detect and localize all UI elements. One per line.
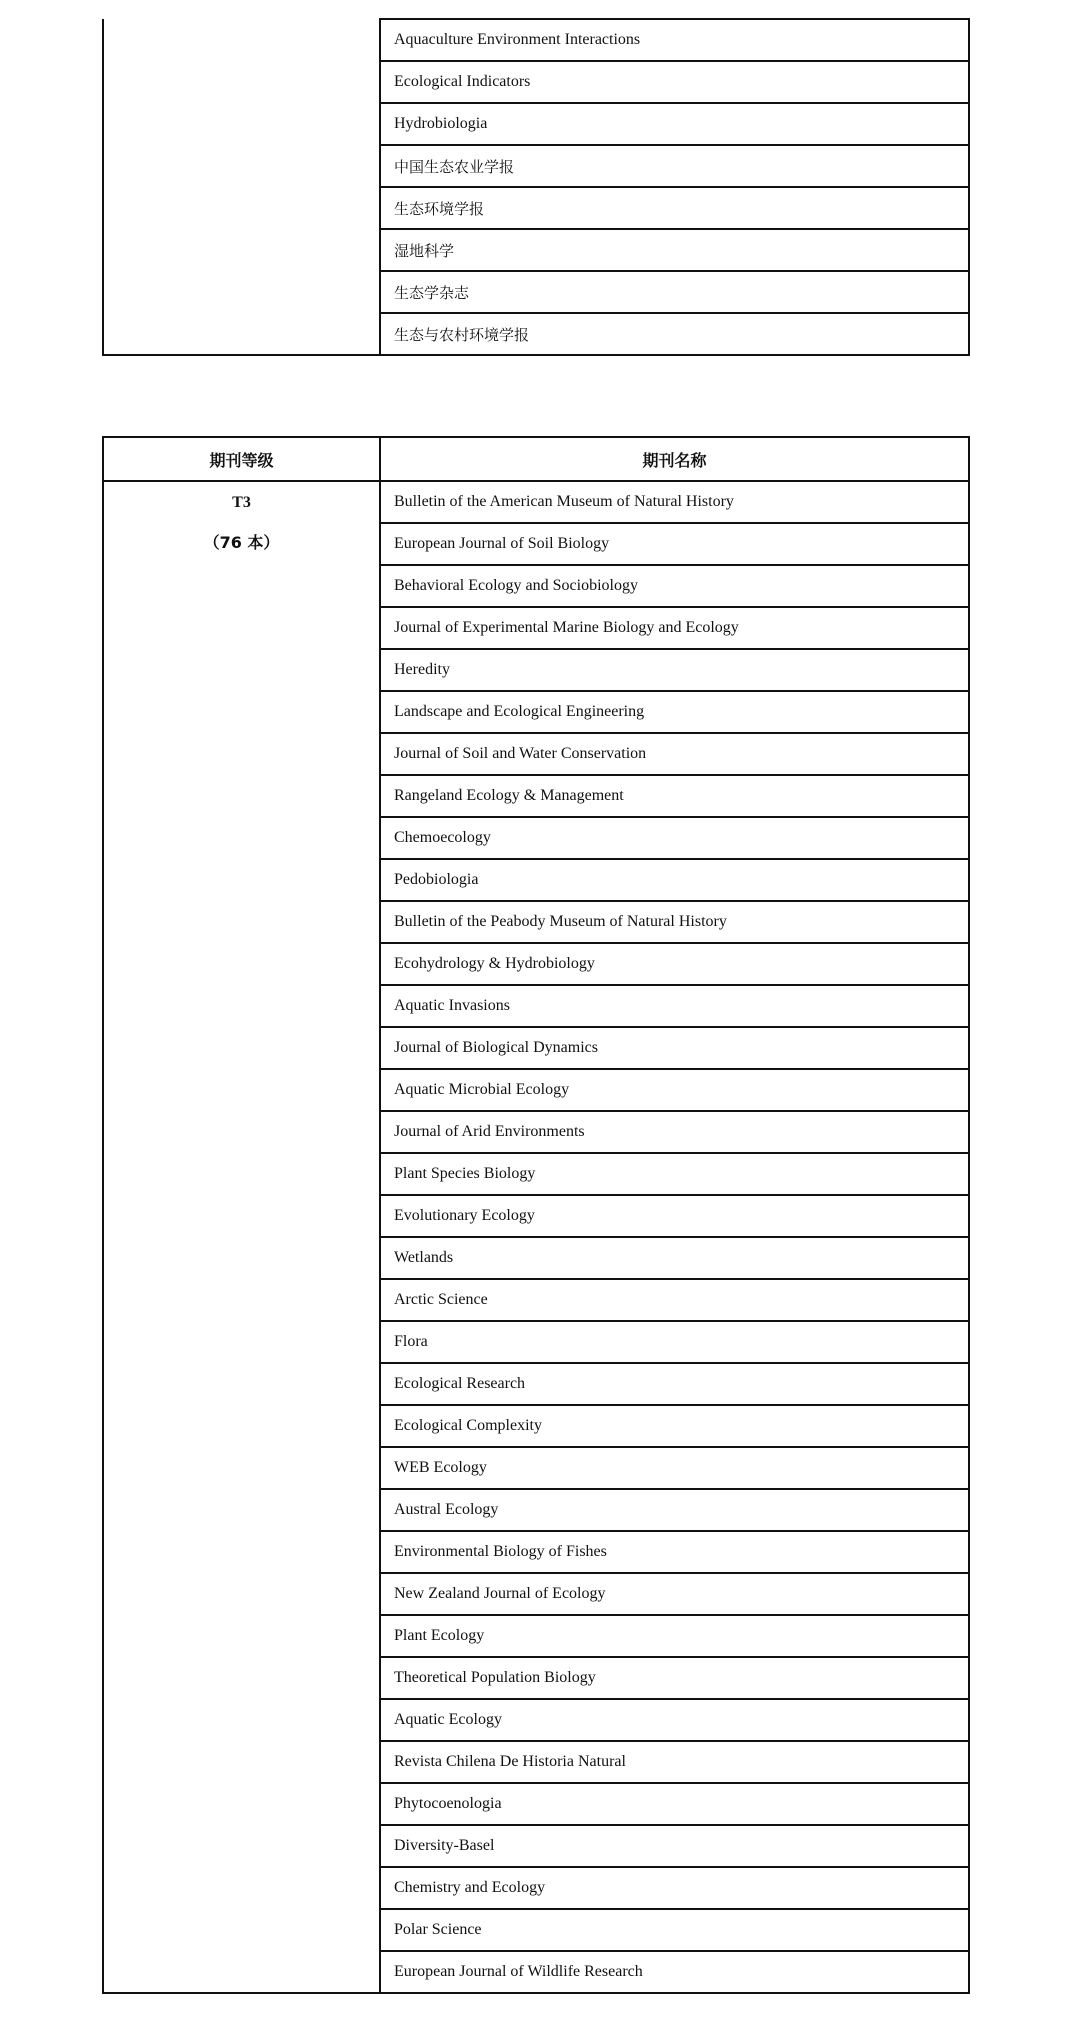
journal-name-cell: Plant Species Biology: [380, 1153, 969, 1195]
journal-name-cell: Aquatic Microbial Ecology: [380, 1069, 969, 1111]
journal-name-cell: Hydrobiologia: [380, 103, 969, 145]
journal-name-cell: Aquaculture Environment Interactions: [380, 19, 969, 61]
journal-name-cell: 湿地科学: [380, 229, 969, 271]
journal-name-cell: Austral Ecology: [380, 1489, 969, 1531]
journal-name-cell: Bulletin of the American Museum of Natural History: [380, 481, 969, 523]
journal-table-continued: [102, 18, 970, 356]
table-header-row: [103, 437, 969, 481]
journal-name-cell: WEB Ecology: [380, 1447, 969, 1489]
journal-name-cell: European Journal of Soil Biology: [380, 523, 969, 565]
journal-name-cell: Chemoecology: [380, 817, 969, 859]
journal-name-cell: Ecological Indicators: [380, 61, 969, 103]
journal-name-cell: Aquatic Ecology: [380, 1699, 969, 1741]
journal-name-cell: Arctic Science: [380, 1279, 969, 1321]
journal-name-cell: Aquatic Invasions: [380, 985, 969, 1027]
journal-name-cell: 生态环境学报: [380, 187, 969, 229]
tier-count: （76 本）: [203, 533, 280, 552]
journal-name-cell: Journal of Soil and Water Conservation: [380, 733, 969, 775]
journal-name-cell: New Zealand Journal of Ecology: [380, 1573, 969, 1615]
journal-name-cell: 生态与农村环境学报: [380, 313, 969, 355]
journal-name-cell: Landscape and Ecological Engineering: [380, 691, 969, 733]
header-journal-level: 期刊等级: [103, 437, 380, 481]
header-journal-name: 期刊名称: [380, 437, 969, 481]
journal-name-cell: Diversity-Basel: [380, 1825, 969, 1867]
table-row: [103, 481, 969, 523]
journal-name-cell: Revista Chilena De Historia Natural: [380, 1741, 969, 1783]
journal-name-cell: Bulletin of the Peabody Museum of Natural History: [380, 901, 969, 943]
journal-name-cell: Environmental Biology of Fishes: [380, 1531, 969, 1573]
journal-level-cell: [103, 19, 380, 355]
journal-name-cell: 中国生态农业学报: [380, 145, 969, 187]
journal-name-cell: Phytocoenologia: [380, 1783, 969, 1825]
journal-name-cell: Flora: [380, 1321, 969, 1363]
journal-name-cell: Journal of Biological Dynamics: [380, 1027, 969, 1069]
journal-name-cell: Ecological Complexity: [380, 1405, 969, 1447]
journal-name-cell: European Journal of Wildlife Research: [380, 1951, 969, 1993]
journal-name-cell: 生态学杂志: [380, 271, 969, 313]
journal-level-cell: [103, 481, 380, 1993]
journal-name-cell: Evolutionary Ecology: [380, 1195, 969, 1237]
journal-name-cell: Pedobiologia: [380, 859, 969, 901]
journal-name-cell: Chemistry and Ecology: [380, 1867, 969, 1909]
journal-name-cell: Heredity: [380, 649, 969, 691]
journal-name-cell: Journal of Experimental Marine Biology and Ecology: [380, 607, 969, 649]
journal-name-cell: Theoretical Population Biology: [380, 1657, 969, 1699]
journal-name-cell: Ecohydrology & Hydrobiology: [380, 943, 969, 985]
journal-name-cell: Polar Science: [380, 1909, 969, 1951]
journal-name-cell: Wetlands: [380, 1237, 969, 1279]
journal-name-cell: Journal of Arid Environments: [380, 1111, 969, 1153]
journal-name-cell: Rangeland Ecology & Management: [380, 775, 969, 817]
journal-name-cell: Plant Ecology: [380, 1615, 969, 1657]
journal-table-t3: [102, 436, 970, 1994]
journal-name-cell: Ecological Research: [380, 1363, 969, 1405]
journal-name-cell: Behavioral Ecology and Sociobiology: [380, 565, 969, 607]
tier-label: T3: [232, 494, 251, 511]
table-row: [103, 19, 969, 61]
